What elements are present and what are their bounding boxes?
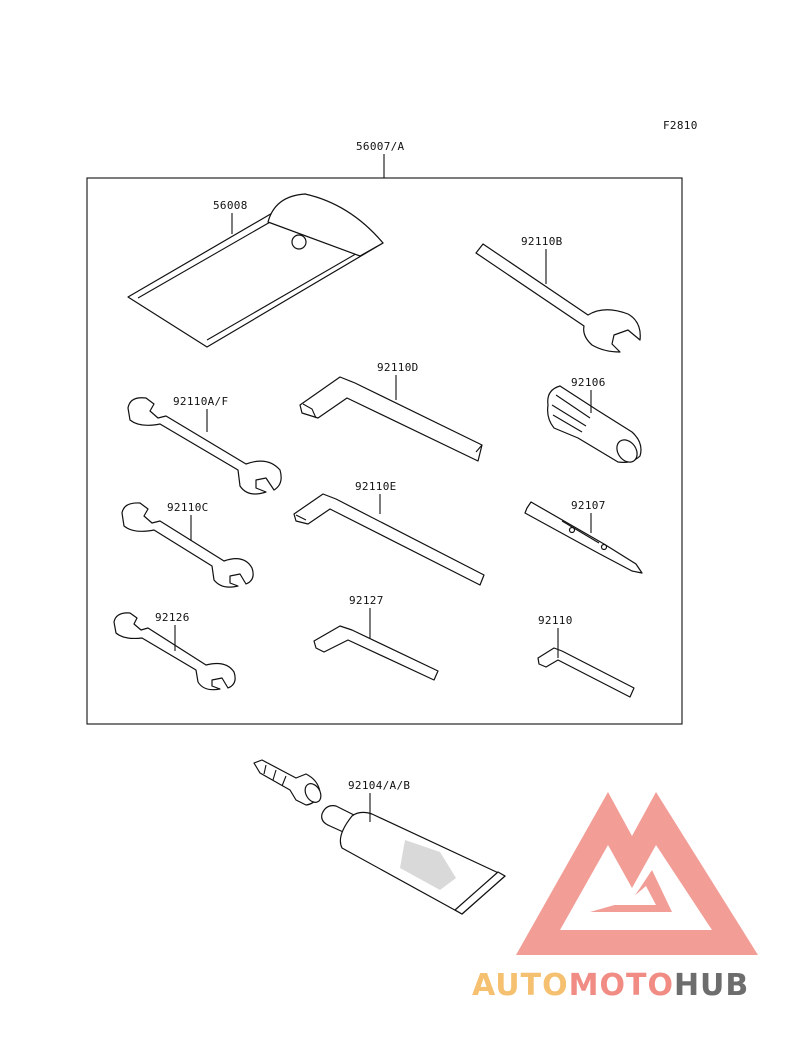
kit-frame (87, 178, 682, 724)
label-92104ab: 92104/A/B (348, 779, 411, 792)
watermark-logo (516, 792, 758, 955)
label-92110d: 92110D (377, 361, 419, 374)
label-92110c: 92110C (167, 501, 209, 514)
hex-key-92110 (538, 648, 634, 697)
wrench-92126 (114, 613, 235, 690)
label-56008: 56008 (213, 199, 248, 212)
wrench-92110af (128, 398, 281, 494)
label-92107: 92107 (571, 499, 606, 512)
watermark-auto: AUTO (472, 968, 569, 1003)
label-92110b: 92110B (521, 235, 563, 248)
handle-92106 (548, 386, 642, 466)
label-92110: 92110 (538, 614, 573, 627)
hex-key-92127 (314, 626, 438, 680)
wrench-92110c (122, 503, 253, 587)
watermark-hub: HUB (673, 968, 750, 1003)
label-92126: 92126 (155, 611, 190, 624)
label-92106: 92106 (571, 376, 606, 389)
wrench-92110b (476, 244, 640, 352)
hex-key-92110d (300, 377, 482, 461)
watermark-text (472, 968, 749, 1003)
hex-key-92110e (294, 494, 484, 585)
screwdriver-92107 (525, 502, 642, 573)
label-92127: 92127 (349, 594, 384, 607)
label-56007a: 56007/A (356, 140, 405, 153)
label-92110af: 92110A/F (173, 395, 229, 408)
label-92110e: 92110E (355, 480, 397, 493)
watermark-moto: MOTO (568, 968, 674, 1003)
figure-code: F2810 (663, 119, 698, 132)
tool-pouch (128, 194, 383, 347)
